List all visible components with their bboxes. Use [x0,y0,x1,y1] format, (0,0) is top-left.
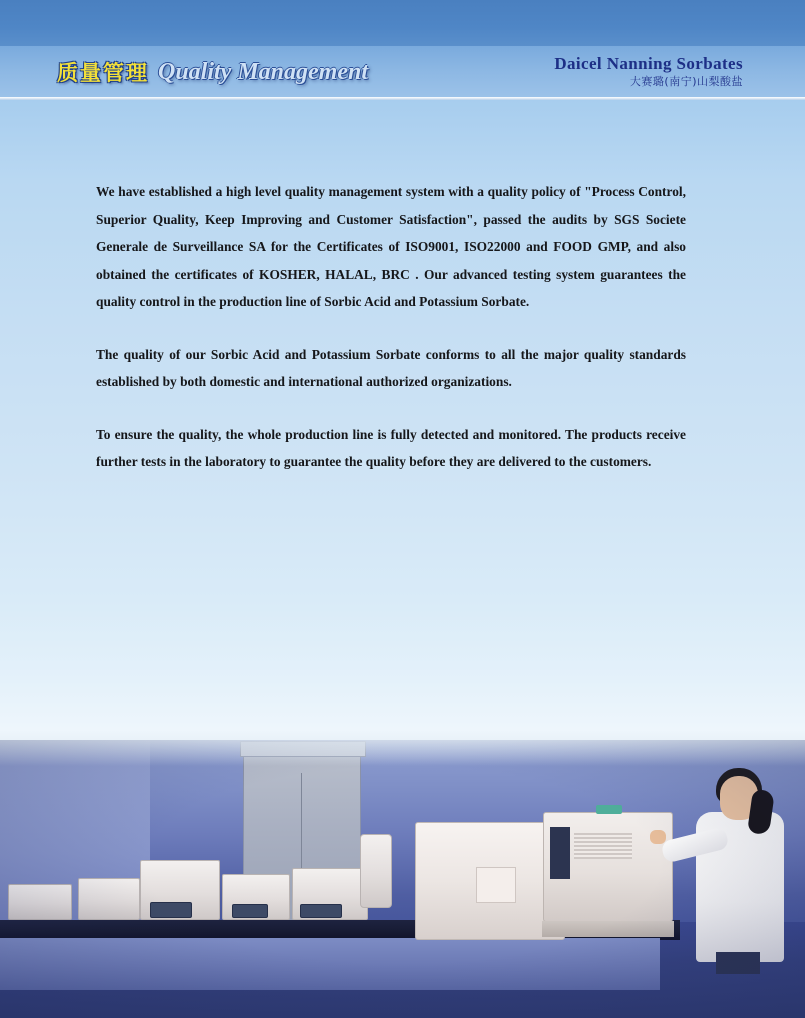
section-title-english: Quality Management [158,58,369,85]
section-title-chinese: 质量管理 [57,61,149,85]
brand-name-english: Daicel Nanning Sorbates [554,54,743,73]
photo-technician [676,754,796,966]
photo-bench-front [0,938,660,990]
body-content [96,178,686,476]
paragraph-3: To ensure the quality, the whole production line is fully detected and monitored. The products receive further tests in the laboratory to guarantee the quality before they are delivered to the customers. [96,426,686,469]
section-title [57,56,369,88]
photo-analyzer-base [542,921,674,937]
photo-instrument-1 [8,884,72,920]
photo-instrument-4-display [232,904,268,918]
photo-instrument-5-display [300,904,342,918]
photo-hand [650,830,666,844]
brand-block [554,54,743,88]
photo-legs [716,952,760,974]
photo-analyzer-vents [574,833,632,859]
photo-analyzer-secondary [543,812,673,922]
photo-analyzer-panel [476,867,516,903]
photo-cabinet-top [240,741,366,757]
photo-instrument-3-display [150,902,192,918]
photo-instrument-2 [78,878,140,920]
photo-sample-cap [596,805,622,814]
photo-lab-coat [696,812,784,962]
photo-analyzer-side-panel [550,827,570,879]
paragraph-2: The quality of our Sorbic Acid and Potassium Sorbate conforms to all the major quality standards established by both domestic and international authorized organizations. [96,346,686,389]
brand-name-chinese: 大赛璐(南宁)山梨酸盐 [629,74,743,88]
header-divider [0,97,805,100]
laboratory-photo [0,740,805,1018]
top-color-band [0,0,805,46]
photo-column-unit [360,834,392,908]
paragraph-1: We have established a high level quality management system with a quality policy of "Process Control, Superior Quality, Keep Improving and Customer Satisfaction", passed the audits by SGS Societe Generale de Surveillance SA for the Certificates of ISO9001, ISO22000 and FOOD GMP, and also obtained the certificates of KOSHER, HALAL, BRC . Our advanced testing system guarantees the quality control in the production line of Sorbic Acid and Potassium Sorbate. [96,184,686,309]
